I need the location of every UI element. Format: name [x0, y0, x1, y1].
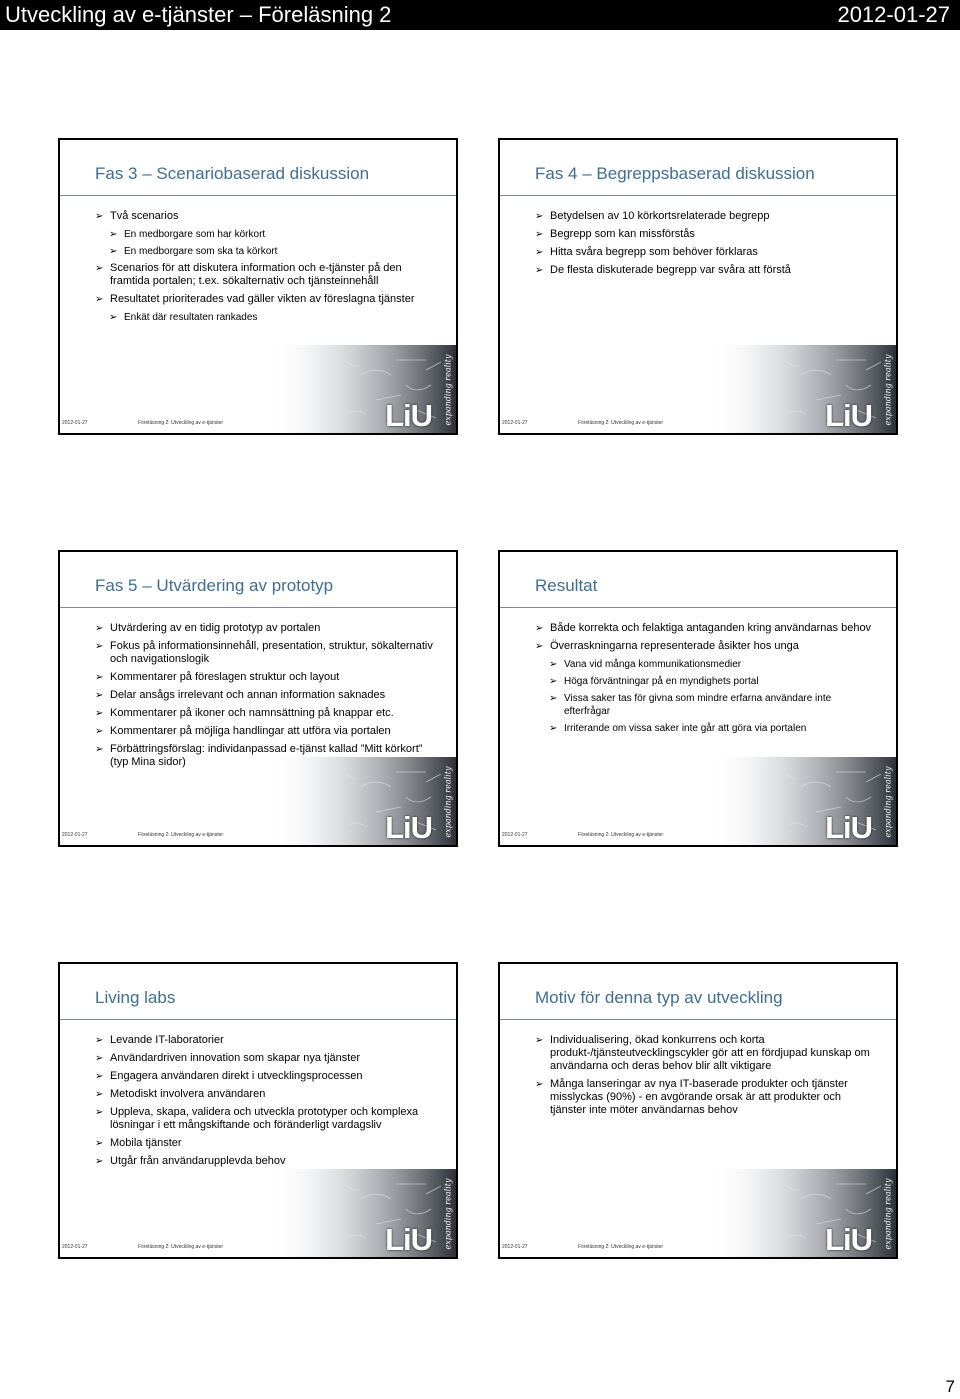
bullet-item: ➢ Både korrekta och felaktiga antaganden kring användarnas behov [535, 622, 878, 635]
footer-text: Föreläsning 2: Utveckling av e-tjänster [578, 1244, 664, 1250]
slide-2 [498, 138, 898, 435]
page-header [0, 0, 960, 30]
slide-title-divider [60, 1019, 456, 1020]
liu-logo: LiU [825, 1222, 872, 1257]
footer-date: 2012-01-27 [502, 832, 528, 838]
slide-title-divider [60, 195, 456, 196]
bullet-item: ➢ Resultatet prioriterades vad gäller vikten av föreslagna tjänster [95, 293, 438, 306]
slogan-text: expanding reality [443, 1178, 452, 1250]
footer-date: 2012-01-27 [502, 420, 528, 426]
slide-title: Fas 3 – Scenariobaserad diskussion [95, 164, 370, 183]
slide-3 [58, 550, 458, 847]
bullet-item: ➢ Mobila tjänster [95, 1137, 438, 1150]
bullet-list [95, 1034, 438, 1173]
bullet-list [535, 210, 878, 282]
slide-title-divider [60, 607, 456, 608]
footer-date: 2012-01-27 [62, 420, 88, 426]
bullet-item: ➢ Användardriven innovation som skapar nya tjänster [95, 1052, 438, 1065]
slide-1 [58, 138, 458, 435]
slide-6 [498, 962, 898, 1259]
bullet-item: ➢ Fokus på informationsinnehåll, presentation, struktur, sökalternativ och navigationslogik [95, 640, 438, 666]
slide-title: Fas 4 – Begreppsbaserad diskussion [535, 164, 815, 183]
bullet-item: ➢ Kommentarer på föreslagen struktur och layout [95, 671, 438, 684]
bullet-list [535, 1034, 878, 1122]
bullet-item: ➢ Uppleva, skapa, validera och utveckla prototyper och komplexa lösningar i ett mångskiftande och föränderligt vardagsliv [95, 1106, 438, 1132]
sub-bullet-item: ➢ En medborgare som har körkort [109, 228, 438, 241]
bullet-item: ➢ Levande IT-laboratorier [95, 1034, 438, 1047]
slogan-text: expanding reality [443, 354, 452, 426]
footer-date: 2012-01-27 [62, 832, 88, 838]
document-date: 2012-01-27 [837, 2, 950, 27]
slide-footer [500, 829, 896, 845]
bullet-item: ➢ Engagera användaren direkt i utvecklingsprocessen [95, 1070, 438, 1083]
sub-bullet-item: ➢ Irriterande om vissa saker inte går att göra via portalen [549, 722, 878, 735]
liu-logo: LiU [825, 810, 872, 845]
slide-footer [500, 417, 896, 433]
footer-text: Föreläsning 2: Utveckling av e-tjänster [578, 832, 664, 838]
slogan-text: expanding reality [883, 766, 892, 838]
liu-logo: LiU [385, 398, 432, 433]
bullet-item: ➢ Förbättringsförslag: individanpassad e-tjänst kallad ”Mitt körkort” (typ Mina sidor) [95, 743, 438, 769]
bullet-item: ➢ Kommentarer på möjliga handlingar att utföra via portalen [95, 725, 438, 738]
footer-text: Föreläsning 2: Utveckling av e-tjänster [138, 832, 224, 838]
slide-4 [498, 550, 898, 847]
slogan-text: expanding reality [443, 766, 452, 838]
bullet-item: ➢ Scenarios för att diskutera information och e-tjänster på den framtida portalen; t.ex. sökalternativ och tjänsteinnehåll [95, 262, 438, 288]
slide-footer [60, 829, 456, 845]
bullet-item: ➢ Utvärdering av en tidig prototyp av portalen [95, 622, 438, 635]
bullet-item: ➢ Metodiskt involvera användaren [95, 1088, 438, 1101]
slide-footer [60, 1241, 456, 1257]
bullet-list [95, 210, 438, 328]
sub-bullet-item: ➢ Höga förväntningar på en myndighets portal [549, 675, 878, 688]
liu-logo: LiU [385, 810, 432, 845]
bullet-item: ➢ Individualisering, ökad konkurrens och korta produkt-/tjänsteutvecklingscykler gör att en fördjupad kunskap om användarna och deras behov blir allt viktigare [535, 1034, 878, 1073]
footer-text: Föreläsning 2: Utveckling av e-tjänster [138, 1244, 224, 1250]
page-number: 7 [945, 1377, 955, 1396]
bullet-item: ➢ Betydelsen av 10 körkortsrelaterade begrepp [535, 210, 878, 223]
bullet-item: ➢ Hitta svåra begrepp som behöver förklaras [535, 246, 878, 259]
bullet-item: ➢ De flesta diskuterade begrepp var svåra att förstå [535, 264, 878, 277]
sub-bullet-item: ➢ Vissa saker tas för givna som mindre erfarna användare inte efterfrågar [549, 692, 878, 718]
bullet-list [95, 622, 438, 774]
liu-logo: LiU [825, 398, 872, 433]
sub-bullet-item: ➢ Vana vid många kommunikationsmedier [549, 658, 878, 671]
slide-title: Motiv för denna typ av utveckling [535, 988, 783, 1007]
bullet-item: ➢ Kommentarer på ikoner och namnsättning på knappar etc. [95, 707, 438, 720]
sub-bullet-item: ➢ En medborgare som ska ta körkort [109, 245, 438, 258]
slide-title-divider [500, 607, 896, 608]
slide-title-divider [500, 195, 896, 196]
slogan-text: expanding reality [883, 354, 892, 426]
bullet-item: ➢ Två scenarios [95, 210, 438, 223]
bullet-item: ➢ Begrepp som kan missförstås [535, 228, 878, 241]
slide-title-divider [500, 1019, 896, 1020]
bullet-item: ➢ Överraskningarna representerade åsikter hos unga [535, 640, 878, 653]
footer-text: Föreläsning 2: Utveckling av e-tjänster [578, 420, 664, 426]
slide-title: Living labs [95, 988, 176, 1007]
bullet-item: ➢ Utgår från användarupplevda behov [95, 1155, 438, 1168]
bullet-list [535, 622, 878, 739]
slide-title: Fas 5 – Utvärdering av prototyp [95, 576, 334, 595]
slogan-text: expanding reality [883, 1178, 892, 1250]
footer-text: Föreläsning 2: Utveckling av e-tjänster [138, 420, 224, 426]
bullet-item: ➢ Delar ansågs irrelevant och annan information saknades [95, 689, 438, 702]
slide-5 [58, 962, 458, 1259]
footer-date: 2012-01-27 [502, 1244, 528, 1250]
slide-footer [60, 417, 456, 433]
bullet-item: ➢ Många lanseringar av nya IT-baserade produkter och tjänster misslyckas (90%) - en avgörande orsak är att produkter och tjänster inte möter användarnas behov [535, 1078, 878, 1117]
liu-logo: LiU [385, 1222, 432, 1257]
footer-date: 2012-01-27 [62, 1244, 88, 1250]
slide-footer [500, 1241, 896, 1257]
slide-title: Resultat [535, 576, 598, 595]
document-title: Utveckling av e-tjänster – Föreläsning 2 [5, 2, 392, 27]
sub-bullet-item: ➢ Enkät där resultaten rankades [109, 311, 438, 324]
